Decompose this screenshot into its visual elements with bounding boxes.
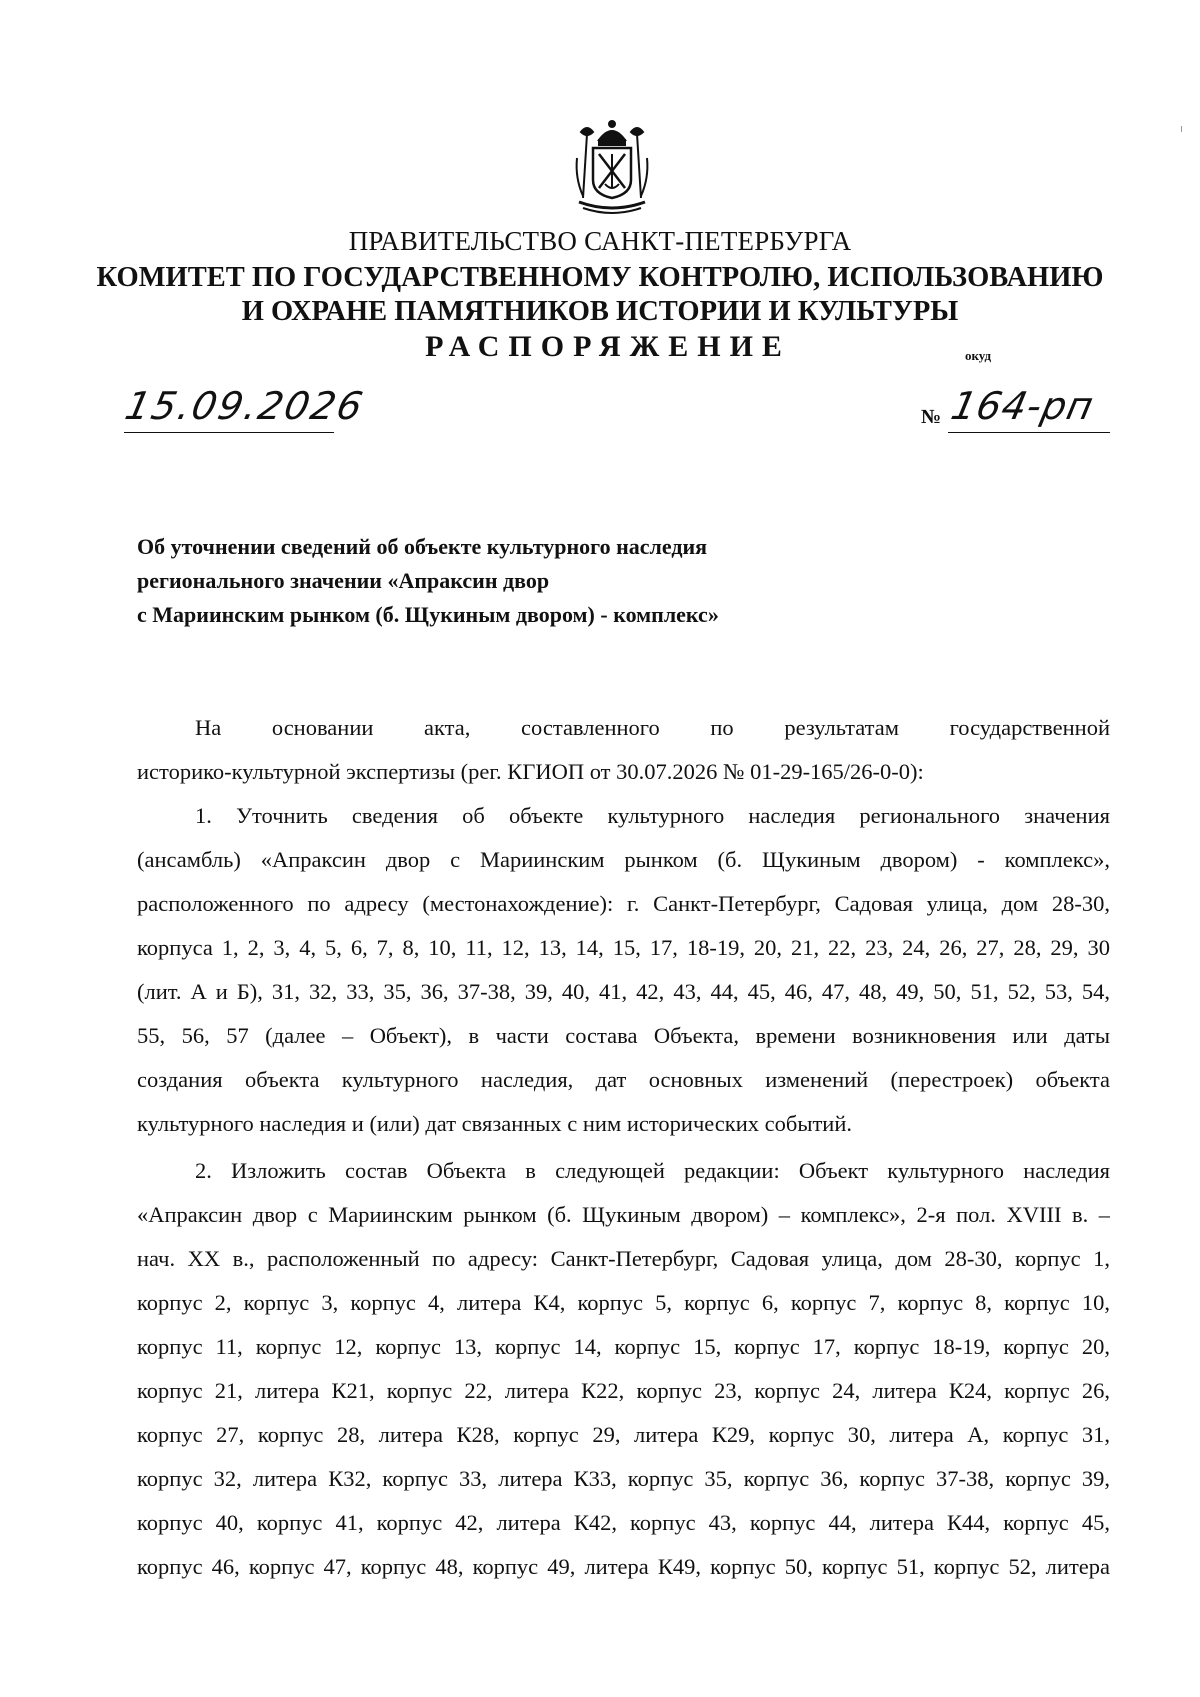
document-number: 164-рп — [947, 384, 1098, 428]
committee-name-line-1: КОМИТЕТ ПО ГОСУДАРСТВЕННОМУ КОНТРОЛЮ, ИСПОЛЬЗОВАНИЮ — [96, 262, 1104, 293]
text-line: (лит. А и Б), 31, 32, 33, 35, 36, 37-38, 39, 40, 41, 42, 43, 44, 45, 46, 47, 48, 49, 50, 51, 52, 53, 54, — [137, 979, 1110, 1004]
text-line: историко-культурной экспертизы (рег. КГИОП от 30.07.2026 № 01-29-165/26-0-0): — [137, 759, 924, 784]
text-line: расположенного по адресу (местонахождение): г. Санкт-Петербург, Садовая улица, дом 28-30, — [137, 891, 1110, 916]
text-line: (ансамбль) «Апраксин двор с Мариинским рынком (б. Щукиным двором) - комплекс», — [137, 847, 1110, 872]
number-sign: № — [921, 406, 942, 428]
document-type: РАСПОРЯЖЕНИЕ — [425, 330, 791, 363]
text-line: корпус 21, литера К21, корпус 22, литера К22, корпус 23, корпус 24, литера К24, корпус 26, — [137, 1378, 1110, 1403]
text-line: корпус 32, литера К32, корпус 33, литера К33, корпус 35, корпус 36, корпус 37-38, корпус 39, — [137, 1466, 1110, 1491]
text-line: 1. Уточнить сведения об объекте культурного наследия регионального значения — [195, 803, 1110, 828]
text-line: корпус 2, корпус 3, корпус 4, литера К4, корпус 5, корпус 6, корпус 7, корпус 8, корпус 10, — [137, 1290, 1110, 1315]
text-line: культурного наследия и (или) дат связанных с ним исторических событий. — [137, 1111, 852, 1136]
scan-mark — [1181, 126, 1182, 132]
title-line: Об уточнении сведений об объекте культурного наследия — [137, 534, 708, 559]
text-line: «Апраксин двор с Мариинским рынком (б. Щукиным двором) – комплекс», 2-я пол. XVIII в. – — [137, 1202, 1110, 1227]
text-line: корпус 46, корпус 47, корпус 48, корпус 49, литера К49, корпус 50, корпус 51, корпус 52, литера — [137, 1554, 1110, 1579]
text-line: корпус 27, корпус 28, литера К28, корпус 29, литера К29, корпус 30, литера А, корпус 31, — [137, 1422, 1110, 1447]
title-line: с Мариинским рынком (б. Щукиным двором) - комплекс» — [137, 602, 719, 627]
text-line: нач. XX в., расположенный по адресу: Санкт-Петербург, Садовая улица, дом 28-30, корпус 1, — [137, 1246, 1110, 1271]
number-underline — [948, 432, 1110, 433]
title-line: регионального значении «Апраксин двор — [137, 568, 550, 593]
committee-name-line-2: И ОХРАНЕ ПАМЯТНИКОВ ИСТОРИИ И КУЛЬТУРЫ — [241, 296, 959, 327]
document-title — [137, 530, 719, 632]
text-line: корпус 11, корпус 12, корпус 13, корпус 14, корпус 15, корпус 17, корпус 18-19, корпус 20, — [137, 1334, 1110, 1359]
text-line: 55, 56, 57 (далее – Объект), в части состава Объекта, времени возникновения или даты — [137, 1023, 1110, 1048]
document-date: 15.09.2026 — [121, 384, 369, 428]
text-line: 2. Изложить состав Объекта в следующей редакции: Объект культурного наследия — [195, 1158, 1110, 1183]
government-name: ПРАВИТЕЛЬСТВО САНКТ-ПЕТЕРБУРГА — [348, 226, 852, 256]
paragraph-2 — [137, 1149, 1110, 1589]
text-line: корпус 40, корпус 41, корпус 42, литера К42, корпус 43, корпус 44, литера К44, корпус 45, — [137, 1510, 1110, 1535]
text-line: На основании акта, составленного по результатам государственной — [195, 715, 1110, 740]
coat-of-arms-icon — [569, 118, 655, 216]
okud-label: окуд — [965, 348, 992, 363]
text-line: корпуса 1, 2, 3, 4, 5, 6, 7, 8, 10, 11, 12, 13, 14, 15, 17, 18-19, 20, 21, 22, 23, 24, 26, 27, 28, 29, 30 — [137, 935, 1110, 960]
text-line: создания объекта культурного наследия, дат основных изменений (перестроек) объекта — [137, 1067, 1110, 1092]
date-underline — [124, 432, 334, 433]
paragraph-1 — [137, 794, 1110, 1146]
paragraph-intro — [137, 706, 1110, 794]
